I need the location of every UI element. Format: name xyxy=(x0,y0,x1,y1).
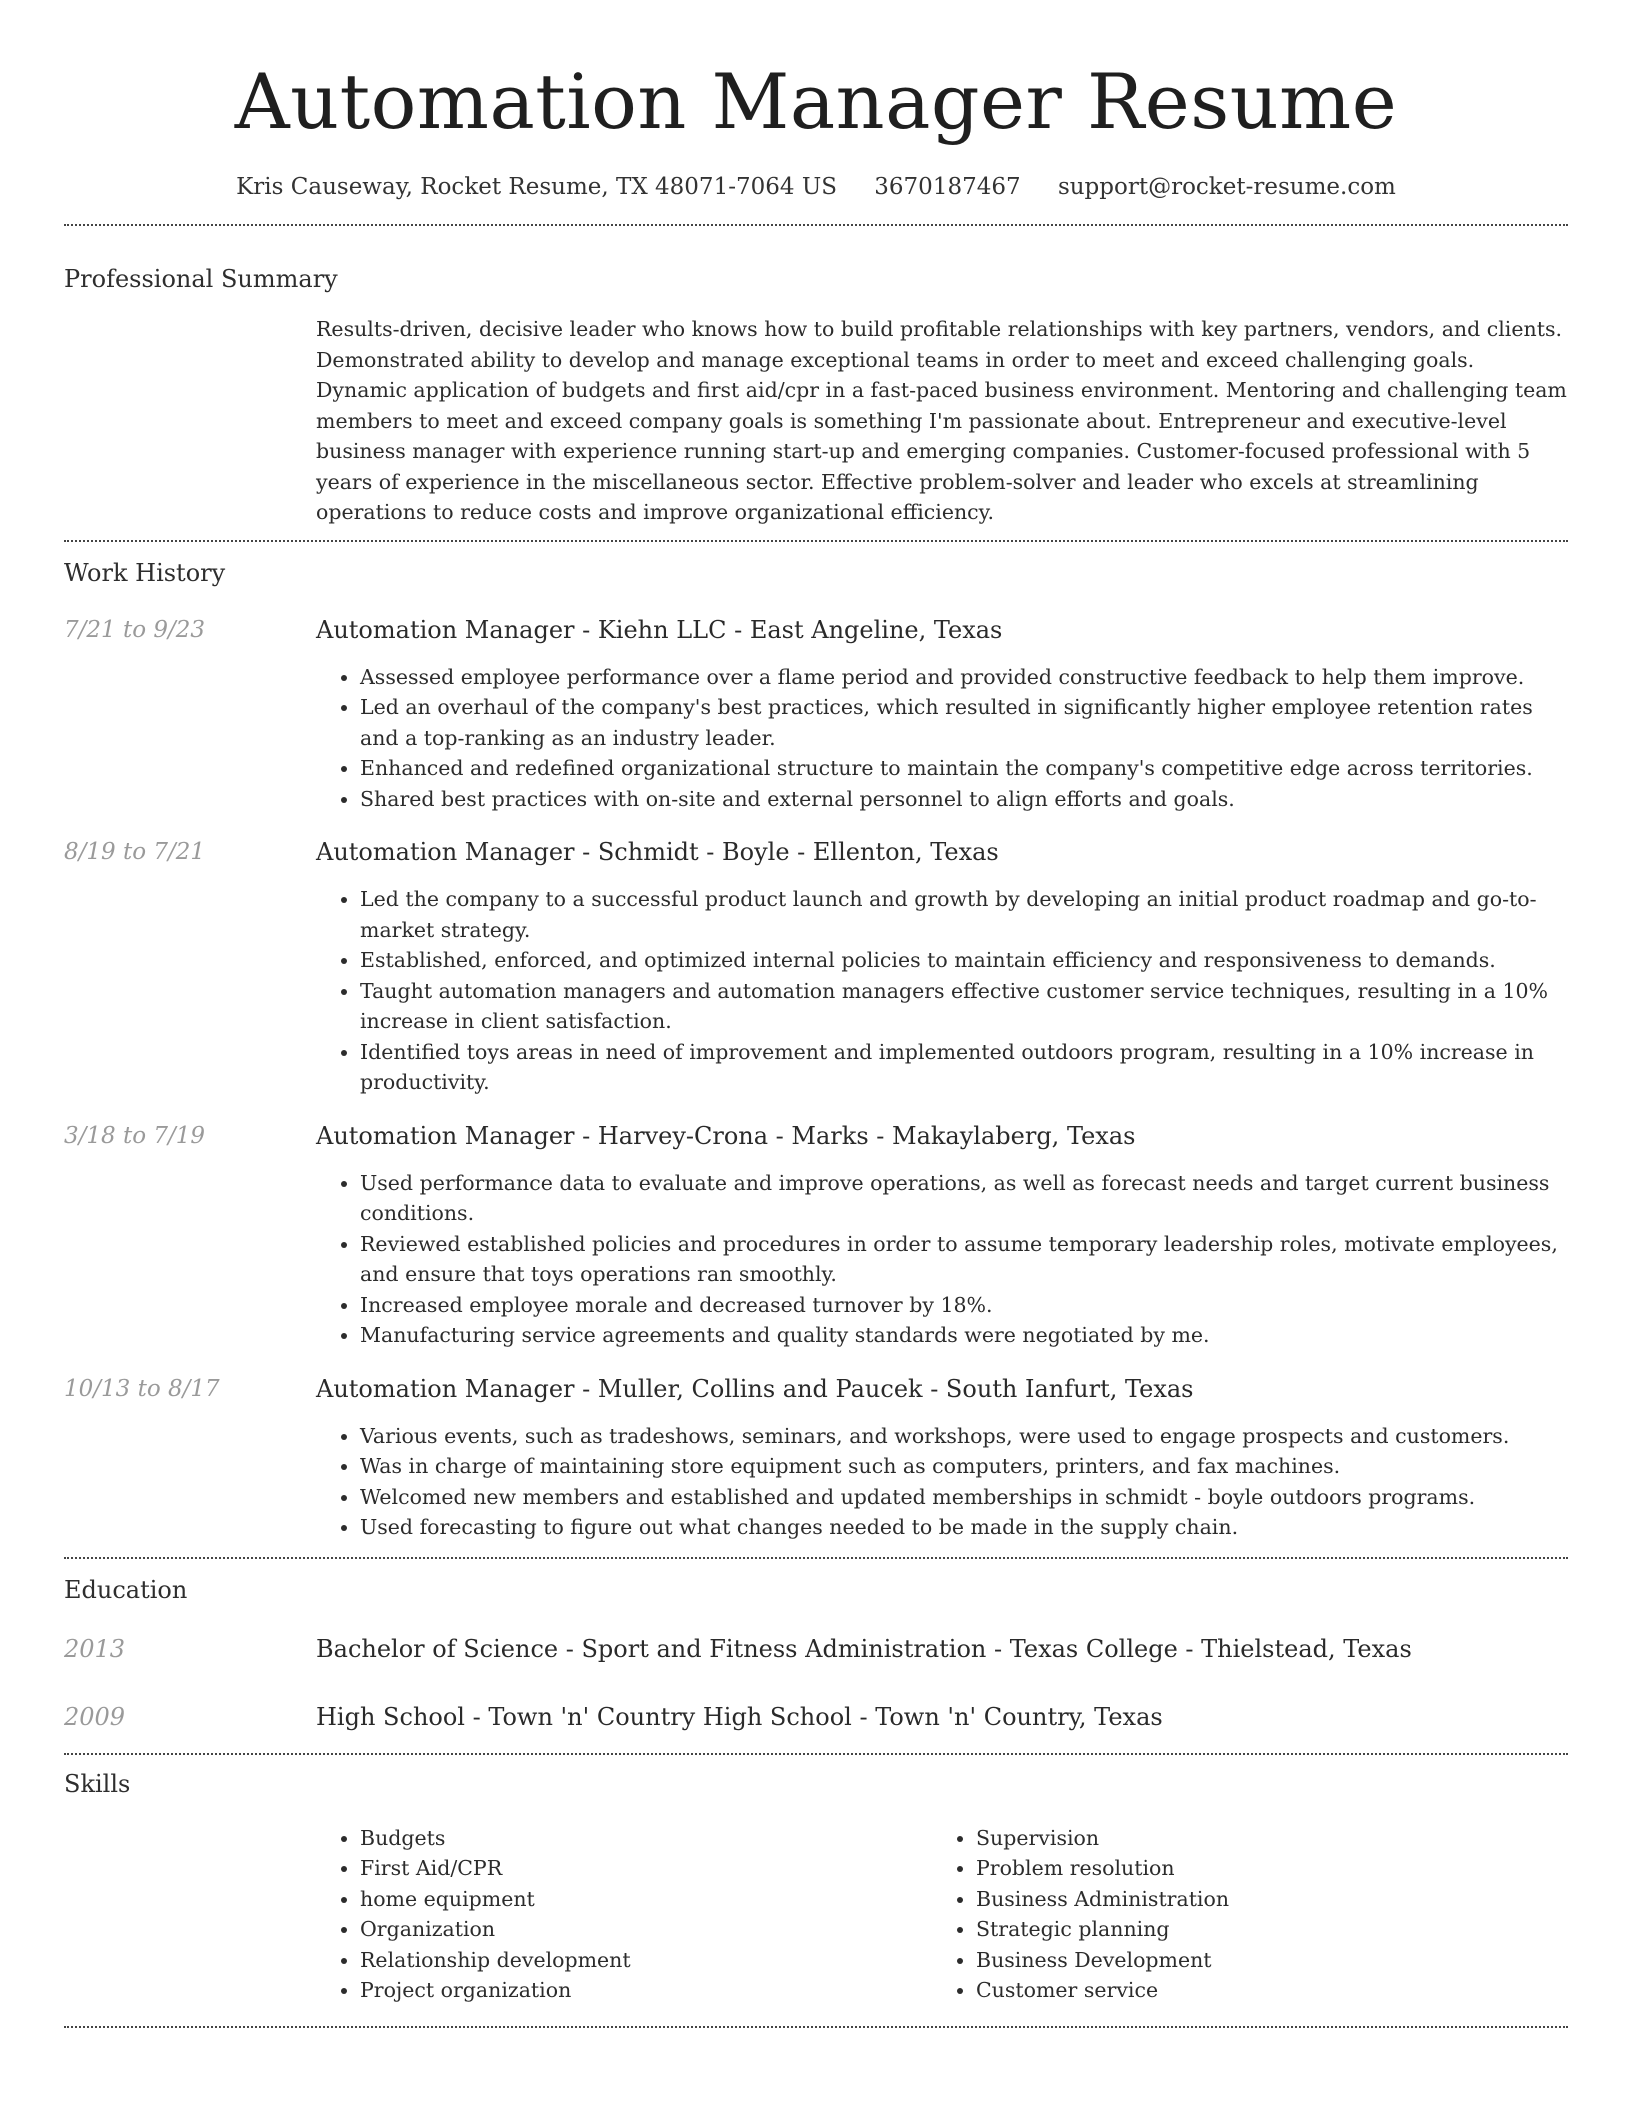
education-degree: Bachelor of Science - Sport and Fitness Administration - Texas College - Thielstead, Texas xyxy=(316,1634,1412,1663)
job-bullet: • Manufacturing service agreements and quality standards were negotiated by me. xyxy=(360,1320,1568,1351)
skill-item: • Business Administration xyxy=(976,1884,1568,1915)
skill-item: • Project organization xyxy=(360,1975,932,2006)
skill-item: • Organization xyxy=(360,1914,932,1945)
job-entry xyxy=(64,1373,1568,1543)
job-bullets xyxy=(316,662,1568,815)
job-title: Automation Manager - Kiehn LLC - East Angeline, Texas xyxy=(316,615,1003,644)
skill-item: • Customer service xyxy=(976,1975,1568,2006)
job-title: Automation Manager - Muller, Collins and Paucek - South Ianfurt, Texas xyxy=(316,1374,1194,1403)
job-dates: 3/18 to 7/19 xyxy=(64,1122,206,1149)
job-entry xyxy=(64,1120,1568,1351)
work-history-heading: Work History xyxy=(64,558,226,587)
job-dates: 8/19 to 7/21 xyxy=(64,839,206,865)
skills-column-left xyxy=(316,1823,932,2006)
job-bullet: • Various events, such as tradeshows, seminars, and workshops, were used to engage prospects and customers. xyxy=(360,1421,1568,1452)
education-degree: High School - Town 'n' Country High School - Town 'n' Country, Texas xyxy=(316,1702,1163,1731)
job-bullet: • Increased employee morale and decreased turnover by 18%. xyxy=(360,1290,1568,1321)
job-bullet: • Used performance data to evaluate and improve operations, as well as forecast needs and target current business conditions. xyxy=(360,1168,1568,1229)
job-bullet: • Was in charge of maintaining store equipment such as computers, printers, and fax machines. xyxy=(360,1451,1568,1482)
job-bullet: • Used forecasting to figure out what changes needed to be made in the supply chain. xyxy=(360,1512,1568,1543)
summary-heading: Professional Summary xyxy=(64,265,338,293)
section-divider xyxy=(64,1557,1568,1559)
resume-page xyxy=(64,0,1568,2028)
contact-email: support@rocket-resume.com xyxy=(1057,174,1396,200)
job-bullet: • Led an overhaul of the company's best practices, which resulted in significantly higher employee retention rates and a top-ranking as an industry leader. xyxy=(360,692,1568,753)
contact-phone: 3670187467 xyxy=(874,174,1021,200)
job-bullet: • Led the company to a successful product launch and growth by developing an initial product roadmap and go-to-market strategy. xyxy=(360,884,1568,945)
job-entry xyxy=(64,836,1568,1098)
skill-item: • home equipment xyxy=(360,1884,932,1915)
education-heading: Education xyxy=(64,1575,188,1604)
education-entry xyxy=(64,1633,1568,1665)
job-bullet: • Shared best practices with on-site and external personnel to align efforts and goals. xyxy=(360,784,1568,815)
job-bullet: • Welcomed new members and established and updated memberships in schmidt - boyle outdoors programs. xyxy=(360,1482,1568,1513)
skill-item: • Relationship development xyxy=(360,1945,932,1976)
job-bullet: • Reviewed established policies and procedures in order to assume temporary leadership roles, motivate employees, and ensure that toys operations ran smoothly. xyxy=(360,1229,1568,1290)
skill-item: • Strategic planning xyxy=(976,1914,1568,1945)
skill-item: • First Aid/CPR xyxy=(360,1853,932,1884)
job-bullets xyxy=(316,1421,1568,1543)
contact-address: Kris Causeway, Rocket Resume, TX 48071-7064 US xyxy=(236,174,837,200)
job-bullets xyxy=(316,1168,1568,1351)
job-title: Automation Manager - Schmidt - Boyle - Ellenton, Texas xyxy=(316,838,999,866)
job-title: Automation Manager - Harvey-Crona - Marks - Makaylaberg, Texas xyxy=(316,1121,1136,1150)
skill-item: • Supervision xyxy=(976,1823,1568,1854)
education-year: 2013 xyxy=(64,1634,126,1663)
skills-column-right xyxy=(932,1823,1568,2006)
job-bullet: • Enhanced and redefined organizational structure to maintain the company's competitive edge across territories. xyxy=(360,753,1568,784)
section-divider xyxy=(64,540,1568,542)
job-dates: 7/21 to 9/23 xyxy=(64,616,206,643)
skills-grid xyxy=(316,1823,1568,2006)
job-dates: 10/13 to 8/17 xyxy=(64,1375,220,1402)
section-divider xyxy=(64,1753,1568,1755)
job-entry xyxy=(64,614,1568,815)
work-history-list xyxy=(64,614,1568,1543)
section-divider xyxy=(64,2026,1568,2028)
resume-title: Automation Manager Resume xyxy=(234,57,1398,146)
education-year: 2009 xyxy=(64,1702,126,1731)
job-bullets xyxy=(316,884,1568,1098)
skills-heading: Skills xyxy=(64,1769,131,1798)
summary-text: Results-driven, decisive leader who knows how to build profitable relationships with key partners, vendors, and clients. Demonstrated ability to develop and manage exceptional teams in order to meet and exceed challenging goals. Dynamic application of budgets and first aid/cpr in a fast-paced business environment. Mentoring and challenging team members to meet and exceed company goals is something I'm passionate about. Entrepreneur and executive-level business manager with experience running start-up and emerging companies. Customer-focused professional with 5 years of experience in the miscellaneous sector. Effective problem-solver and leader who excels at streamlining operations to reduce costs and improve organizational efficiency. xyxy=(316,317,1567,524)
contact-line xyxy=(64,172,1568,202)
job-bullet: • Taught automation managers and automation managers effective customer service techniques, resulting in a 10% increase in client satisfaction. xyxy=(360,976,1568,1037)
section-divider xyxy=(64,224,1568,226)
skill-item: • Budgets xyxy=(360,1823,932,1854)
job-bullet: • Identified toys areas in need of improvement and implemented outdoors program, resulting in a 10% increase in productivity. xyxy=(360,1037,1568,1098)
job-bullet: • Established, enforced, and optimized internal policies to maintain efficiency and responsiveness to demands. xyxy=(360,945,1568,976)
skill-item: • Business Development xyxy=(976,1945,1568,1976)
education-entry xyxy=(64,1701,1568,1733)
skill-item: • Problem resolution xyxy=(976,1853,1568,1884)
job-bullet: • Assessed employee performance over a flame period and provided constructive feedback to help them improve. xyxy=(360,662,1568,693)
